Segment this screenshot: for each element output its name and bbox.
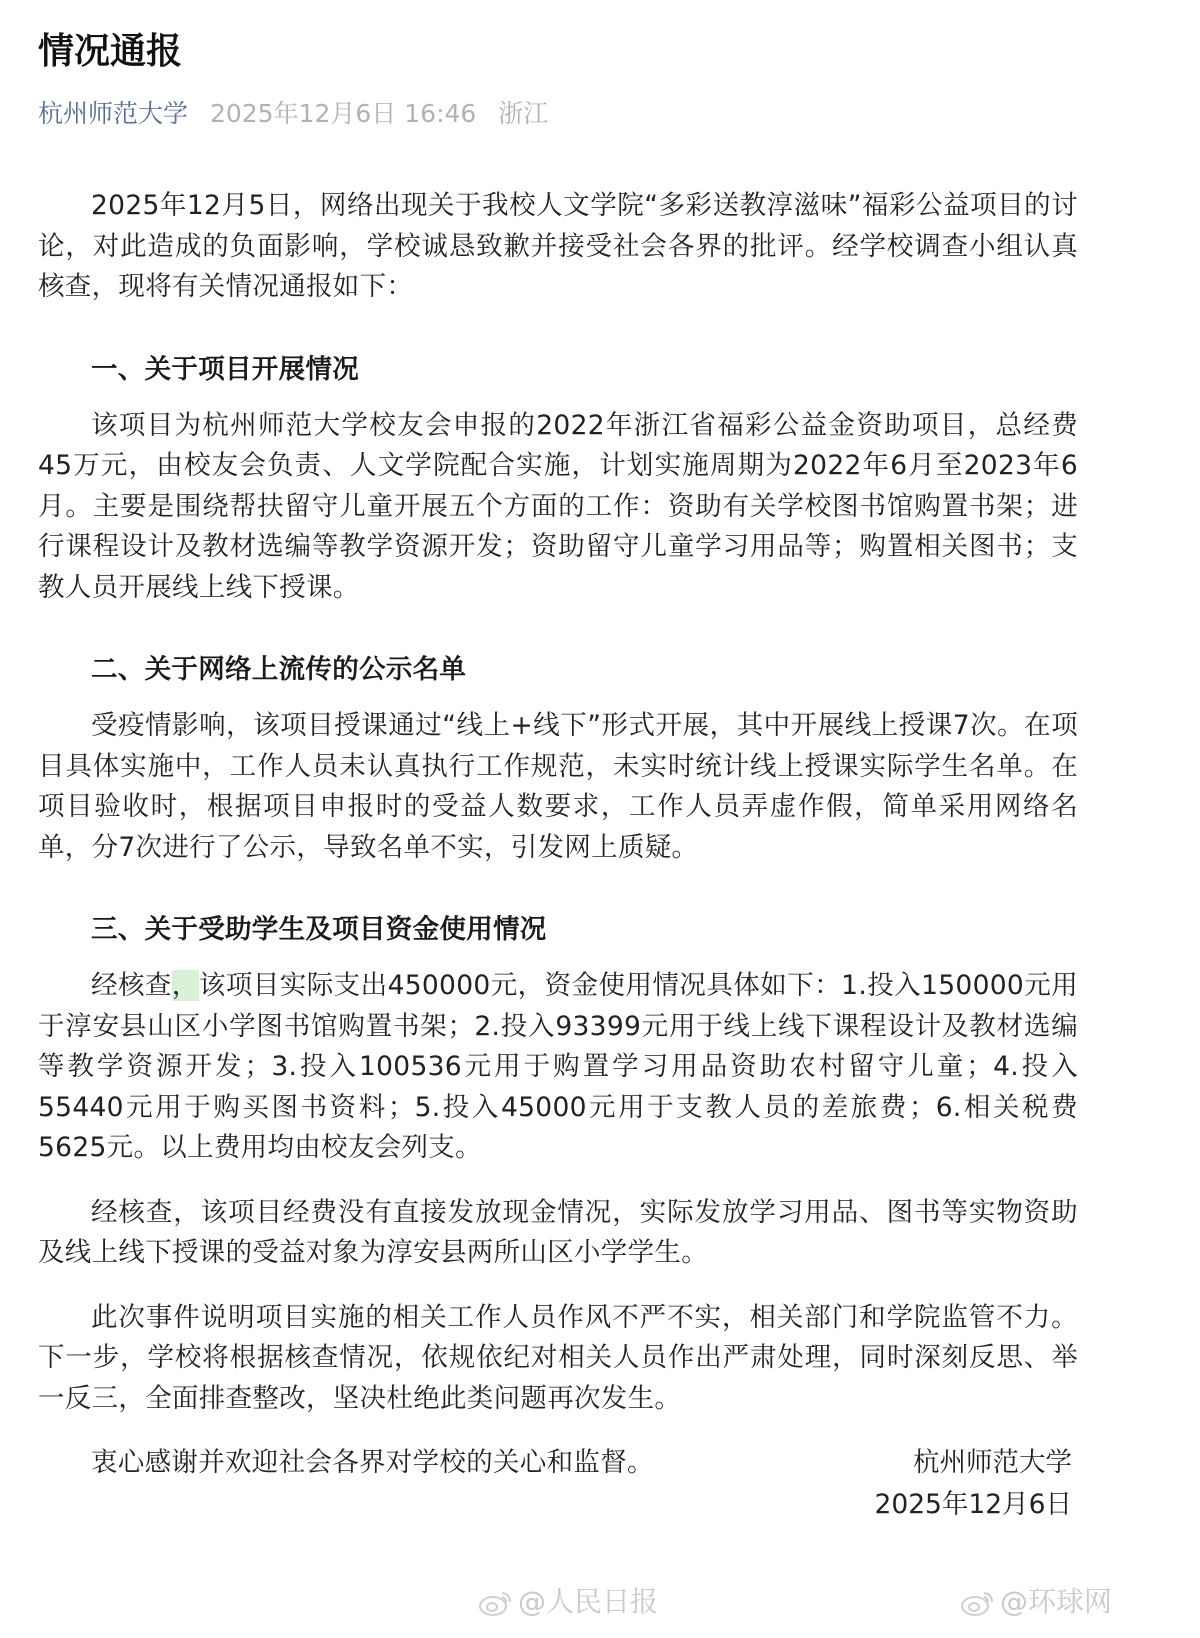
signature-org: 杭州师范大学 — [913, 1447, 1072, 1478]
section-1-heading: 一、关于项目开展情况 — [91, 353, 359, 385]
closing-paragraph-2: 衷心感谢并欢迎社会各界对学校的关心和监督。 — [91, 1447, 654, 1478]
watermark-text: @环球网 — [1000, 1585, 1113, 1618]
signature-block — [874, 1442, 1072, 1526]
article-meta — [38, 96, 548, 132]
signature-date: 2025年12月6日 — [874, 1489, 1072, 1520]
publish-time: 2025年12月6日 16:46 — [209, 99, 477, 128]
watermark-people-daily — [478, 1582, 658, 1622]
weibo-icon — [478, 1589, 514, 1617]
weibo-icon — [960, 1589, 996, 1617]
publish-location: 浙江 — [498, 99, 549, 128]
text-selection-highlight: ， — [171, 970, 199, 1001]
section-2-heading: 二、关于网络上流传的公示名单 — [91, 654, 467, 685]
section-2-paragraph: 受疫情影响，该项目授课通过“线上+线下”形式开展，其中开展线上授课7次。在项目具体实施中，工作人员未认真执行工作规范，未实时统计线上授课实际学生名单。在项目验收时，根据项目申报时的受益人数要求，工作人员弄虚作假，简单采用网络名单，分7次进行了公示，导致名单不实，引发网上质疑。 — [38, 710, 1078, 863]
section-3-rest: 该项目实际支出450000元，资金使用情况具体如下：1.投入150000元用于淳安县山区小学图书馆购置书架；2.投入93399元用于线上线下课程设计及教材选编等教学资源开发；3.投入100536元用于购置学习用品资助农村留守儿童；4.投入55440元用于购买图书资料；5.投入45000元用于支教人员的差旅费；6.相关税费5625元。以上费用均由校友会列支。 — [38, 970, 1078, 1163]
closing-paragraph-1: 此次事件说明项目实施的相关工作人员作风不严不实，相关部门和学院监管不力。下一步，学校将根据核查情况，依规依纪对相关人员作出严肃处理，同时深刻反思、举一反三，全面排查整改，坚决杜绝此类问题再次发生。 — [38, 1301, 1078, 1414]
section-3-paragraph-2: 经核查，该项目经费没有直接发放现金情况，实际发放学习用品、图书等实物资助及线上线下授课的受益对象为淳安县两所山区小学学生。 — [38, 1196, 1078, 1268]
watermark-text: @人民日报 — [518, 1585, 659, 1618]
article-body — [38, 186, 1078, 1484]
section-3-lead: 经核查 — [91, 970, 172, 1001]
section-3-heading: 三、关于受助学生及项目资金使用情况 — [91, 914, 547, 945]
watermark-global-times — [960, 1582, 1112, 1622]
author-link[interactable]: 杭州师范大学 — [38, 99, 189, 128]
section-3-paragraph-1 — [38, 966, 1078, 1169]
intro-paragraph: 2025年12月5日，网络出现关于我校人文学院“多彩送教淳滋味”福彩公益项目的讨论，对此造成的负面影响，学校诚恳致歉并接受社会各界的批评。经学校调查小组认真核查，现将有关情况通报如下： — [38, 190, 1078, 302]
article-title: 情况通报 — [38, 31, 183, 72]
section-1-paragraph: 该项目为杭州师范大学校友会申报的2022年浙江省福彩公益金资助项目，总经费45万元，由校友会负责、人文学院配合实施，计划实施周期为2022年6月至2023年6月。主要是围绕帮扶留守儿童开展五个方面的工作：资助有关学校图书馆购置书架；进行课程设计及教材选编等教学资源开发；资助留守儿童学习用品等；购置相关图书；支教人员开展线上线下授课。 — [38, 409, 1078, 603]
